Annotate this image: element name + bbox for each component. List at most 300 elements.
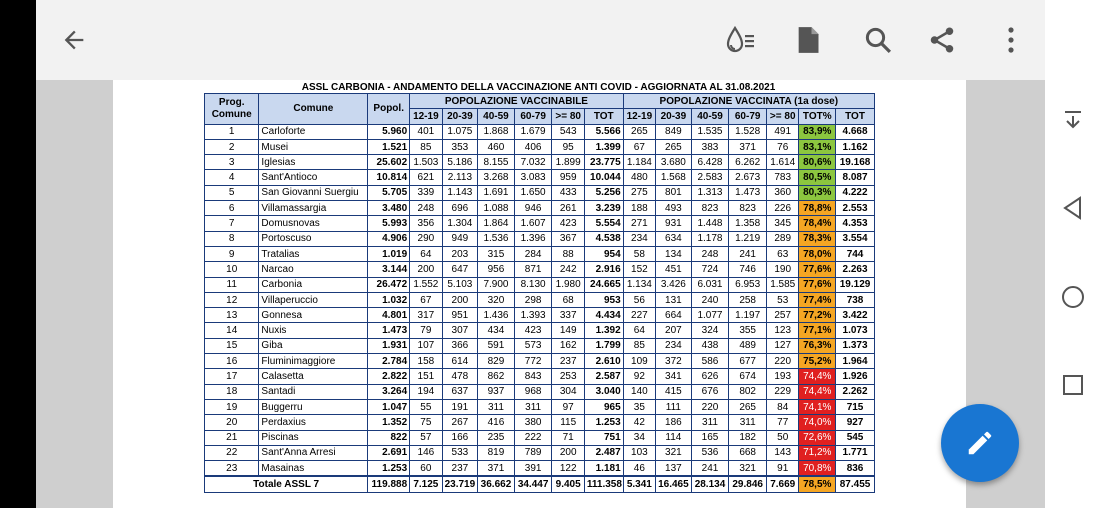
comune-cell: Carbonia — [259, 277, 368, 292]
comune-cell: Tratalias — [259, 246, 368, 261]
vaccinata-cell: 85 — [623, 338, 655, 353]
vaccinabile-cell: 122 — [552, 461, 584, 477]
vaccinabile-cell: 621 — [410, 170, 442, 185]
prog-cell: 9 — [205, 246, 259, 261]
popol-cell: 1.931 — [368, 338, 410, 353]
popol-cell: 822 — [368, 430, 410, 445]
vaccinata-cell: 134 — [656, 246, 692, 261]
vaccinabile-cell: 85 — [410, 139, 442, 154]
comune-cell: Domusnovas — [259, 216, 368, 231]
vaccinabile-tot-cell: 2.610 — [584, 354, 623, 369]
search-icon[interactable] — [860, 22, 896, 58]
vaccinabile-cell: 8.155 — [478, 155, 515, 170]
vaccinabile-cell: 162 — [552, 338, 584, 353]
vaccinata-cell: 3.680 — [656, 155, 692, 170]
header-prog: Prog. Comune — [205, 94, 259, 125]
vaccinabile-tot-cell: 3.040 — [584, 384, 623, 399]
popol-cell: 2.784 — [368, 354, 410, 369]
vaccinata-cell: 186 — [656, 415, 692, 430]
pct-cell: 71,2% — [799, 445, 836, 460]
vaccinata-tot-cell: 4.668 — [836, 124, 875, 139]
vaccinabile-tot-cell: 5.566 — [584, 124, 623, 139]
vaccinata-cell: 1.614 — [767, 155, 799, 170]
prog-cell: 2 — [205, 139, 259, 154]
comune-cell: Calasetta — [259, 369, 368, 384]
recents-square-icon[interactable] — [1057, 369, 1089, 401]
vaccinabile-tot-cell: 1.392 — [584, 323, 623, 338]
pct-cell: 78,4% — [799, 216, 836, 231]
prog-cell: 7 — [205, 216, 259, 231]
back-arrow-icon[interactable] — [56, 22, 92, 58]
vaccinata-cell: 372 — [656, 354, 692, 369]
vaccinabile-cell: 871 — [514, 262, 552, 277]
vaccinata-tot-cell: 3.554 — [836, 231, 875, 246]
vaccinata-cell: 664 — [656, 308, 692, 323]
vaccinabile-cell: 267 — [442, 415, 478, 430]
comune-cell: Perdaxius — [259, 415, 368, 430]
header-col: 20-39 — [656, 109, 692, 124]
vaccinata-cell: 265 — [729, 399, 767, 414]
table-row — [205, 277, 875, 292]
vaccinata-tot-cell: 3.422 — [836, 308, 875, 323]
prog-cell: 13 — [205, 308, 259, 323]
vaccinata-cell: 823 — [691, 201, 729, 216]
vaccinata-cell: 2.673 — [729, 170, 767, 185]
vaccinabile-cell: 158 — [410, 354, 442, 369]
prog-cell: 23 — [205, 461, 259, 477]
vaccinabile-tot-cell: 953 — [584, 292, 623, 307]
vaccinata-cell: 46 — [623, 461, 655, 477]
vaccinabile-cell: 591 — [478, 338, 515, 353]
vaccinabile-cell: 71 — [552, 430, 584, 445]
ink-drop-icon[interactable] — [720, 22, 760, 58]
vaccinabile-tot-cell: 965 — [584, 399, 623, 414]
comune-cell: Narcao — [259, 262, 368, 277]
vaccinabile-cell: 75 — [410, 415, 442, 430]
popol-cell: 1.032 — [368, 292, 410, 307]
vaccinabile-cell: 391 — [514, 461, 552, 477]
pct-cell: 74,1% — [799, 399, 836, 414]
vaccinabile-cell: 64 — [410, 246, 442, 261]
vaccinata-cell: 207 — [656, 323, 692, 338]
vaccinata-cell: 1.313 — [691, 185, 729, 200]
vaccinabile-cell: 67 — [410, 292, 442, 307]
popol-cell: 25.602 — [368, 155, 410, 170]
vaccinata-cell: 493 — [656, 201, 692, 216]
vaccinabile-cell: 460 — [478, 139, 515, 154]
vaccinabile-cell: 339 — [410, 185, 442, 200]
vaccination-table — [204, 93, 875, 493]
vaccinata-cell: 188 — [623, 201, 655, 216]
vaccinata-cell: 3.426 — [656, 277, 692, 292]
vaccinabile-tot-cell: 3.239 — [584, 201, 623, 216]
document-icon[interactable] — [793, 22, 823, 58]
vaccinabile-tot-cell: 1.399 — [584, 139, 623, 154]
vaccinata-cell: 801 — [656, 185, 692, 200]
vaccinabile-cell: 478 — [442, 369, 478, 384]
vaccinata-cell: 324 — [691, 323, 729, 338]
total-vaccinabile-cell: 9.405 — [552, 476, 584, 492]
vaccinabile-cell: 253 — [552, 369, 584, 384]
vaccinata-cell: 140 — [623, 384, 655, 399]
pct-cell: 78,0% — [799, 246, 836, 261]
comune-cell: Piscinas — [259, 430, 368, 445]
header-col: TOT% — [799, 109, 836, 124]
popol-cell: 5.960 — [368, 124, 410, 139]
vaccinata-cell: 1.219 — [729, 231, 767, 246]
vaccinabile-cell: 1.868 — [478, 124, 515, 139]
vaccinabile-cell: 1.607 — [514, 216, 552, 231]
back-triangle-icon[interactable] — [1057, 192, 1089, 224]
total-vaccinabile-cell: 111.358 — [584, 476, 623, 492]
comune-cell: Sant'Antioco — [259, 170, 368, 185]
vaccinata-cell: 50 — [767, 430, 799, 445]
vaccinabile-cell: 337 — [552, 308, 584, 323]
pct-cell: 76,3% — [799, 338, 836, 353]
vaccinabile-cell: 1.552 — [410, 277, 442, 292]
comune-cell: Giba — [259, 338, 368, 353]
vaccinata-cell: 341 — [656, 369, 692, 384]
vaccinabile-cell: 88 — [552, 246, 584, 261]
vaccinabile-tot-cell: 954 — [584, 246, 623, 261]
vaccinata-cell: 165 — [691, 430, 729, 445]
pct-cell: 80,6% — [799, 155, 836, 170]
vaccinata-cell: 1.358 — [729, 216, 767, 231]
prog-cell: 19 — [205, 399, 259, 414]
table-row — [205, 170, 875, 185]
vaccinata-cell: 1.197 — [729, 308, 767, 323]
vaccinata-cell: 626 — [691, 369, 729, 384]
vaccinabile-cell: 406 — [514, 139, 552, 154]
vaccinabile-cell: 959 — [552, 170, 584, 185]
vaccinabile-cell: 200 — [552, 445, 584, 460]
vaccinabile-cell: 968 — [514, 384, 552, 399]
vaccinata-cell: 67 — [623, 139, 655, 154]
header-col: 12-19 — [623, 109, 655, 124]
vaccinabile-cell: 284 — [514, 246, 552, 261]
vaccinata-cell: 849 — [656, 124, 692, 139]
popol-cell: 2.691 — [368, 445, 410, 460]
popol-cell: 4.801 — [368, 308, 410, 323]
total-vaccinata-cell: 16.465 — [656, 476, 692, 492]
vaccinabile-tot-cell: 5.256 — [584, 185, 623, 200]
home-circle-icon[interactable] — [1057, 281, 1089, 313]
popol-cell: 1.521 — [368, 139, 410, 154]
vaccinata-tot-cell: 1.964 — [836, 354, 875, 369]
vaccinabile-cell: 956 — [478, 262, 515, 277]
pct-cell: 77,6% — [799, 277, 836, 292]
vaccinabile-cell: 1.503 — [410, 155, 442, 170]
header-col: >= 80 — [552, 109, 584, 124]
vaccinata-tot-cell: 8.087 — [836, 170, 875, 185]
vaccinabile-cell: 533 — [442, 445, 478, 460]
total-row — [205, 476, 875, 492]
vaccinabile-cell: 1.304 — [442, 216, 478, 231]
vaccinabile-tot-cell: 24.665 — [584, 277, 623, 292]
comune-cell: Buggerru — [259, 399, 368, 414]
popol-cell: 5.993 — [368, 216, 410, 231]
share-icon[interactable] — [924, 22, 960, 58]
vaccinata-cell: 123 — [767, 323, 799, 338]
vaccinabile-tot-cell: 2.587 — [584, 369, 623, 384]
header-col: 60-79 — [729, 109, 767, 124]
vaccinabile-cell: 614 — [442, 354, 478, 369]
vaccinata-tot-cell: 836 — [836, 461, 875, 477]
vaccinata-cell: 746 — [729, 262, 767, 277]
vaccinata-cell: 34 — [623, 430, 655, 445]
vaccinata-tot-cell: 2.262 — [836, 384, 875, 399]
dismiss-down-icon[interactable] — [1057, 104, 1089, 136]
vaccinabile-cell: 637 — [442, 384, 478, 399]
total-vaccinata-cell: 28.134 — [691, 476, 729, 492]
vaccinata-tot-cell: 2.263 — [836, 262, 875, 277]
header-col: TOT — [836, 109, 875, 124]
vaccinata-cell: 586 — [691, 354, 729, 369]
vaccinata-cell: 103 — [623, 445, 655, 460]
vaccinabile-cell: 222 — [514, 430, 552, 445]
vaccinabile-cell: 2.113 — [442, 170, 478, 185]
header-comune: Comune — [259, 94, 368, 125]
table-row — [205, 415, 875, 430]
prog-cell: 16 — [205, 354, 259, 369]
popol-cell: 26.472 — [368, 277, 410, 292]
popol-cell: 3.144 — [368, 262, 410, 277]
vaccinata-cell: 6.953 — [729, 277, 767, 292]
pct-cell: 83,9% — [799, 124, 836, 139]
table-row — [205, 246, 875, 261]
vaccinabile-tot-cell: 2.487 — [584, 445, 623, 460]
vaccinabile-cell: 107 — [410, 338, 442, 353]
prog-cell: 8 — [205, 231, 259, 246]
vaccinabile-cell: 95 — [552, 139, 584, 154]
vaccinabile-cell: 298 — [514, 292, 552, 307]
total-vaccinata-cell: 7.669 — [767, 476, 799, 492]
vaccinabile-cell: 1.864 — [478, 216, 515, 231]
vaccinabile-cell: 8.130 — [514, 277, 552, 292]
vaccinata-cell: 438 — [691, 338, 729, 353]
vaccinabile-cell: 371 — [478, 461, 515, 477]
vaccinata-cell: 56 — [623, 292, 655, 307]
vaccinabile-cell: 7.032 — [514, 155, 552, 170]
header-col: 40-59 — [691, 109, 729, 124]
popol-cell: 1.352 — [368, 415, 410, 430]
vaccinata-cell: 677 — [729, 354, 767, 369]
vaccinabile-cell: 97 — [552, 399, 584, 414]
popol-cell: 3.264 — [368, 384, 410, 399]
vaccinata-cell: 371 — [729, 139, 767, 154]
vaccinabile-cell: 819 — [478, 445, 515, 460]
comune-cell: Nuxis — [259, 323, 368, 338]
prog-cell: 5 — [205, 185, 259, 200]
vaccinata-tot-cell: 4.353 — [836, 216, 875, 231]
vaccinabile-cell: 789 — [514, 445, 552, 460]
vaccinata-cell: 220 — [691, 399, 729, 414]
vaccinabile-cell: 543 — [552, 124, 584, 139]
header-col: TOT — [584, 109, 623, 124]
vaccinabile-cell: 434 — [478, 323, 515, 338]
vaccinata-cell: 193 — [767, 369, 799, 384]
vaccinata-tot-cell: 1.771 — [836, 445, 875, 460]
vaccinabile-cell: 5.186 — [442, 155, 478, 170]
vaccinata-cell: 35 — [623, 399, 655, 414]
table-row — [205, 262, 875, 277]
table-row — [205, 369, 875, 384]
vaccinabile-cell: 307 — [442, 323, 478, 338]
prog-cell: 17 — [205, 369, 259, 384]
vaccinabile-cell: 60 — [410, 461, 442, 477]
vaccinata-cell: 143 — [767, 445, 799, 460]
vaccinata-cell: 415 — [656, 384, 692, 399]
vaccinata-cell: 234 — [656, 338, 692, 353]
pct-cell: 74,4% — [799, 384, 836, 399]
popol-cell: 4.906 — [368, 231, 410, 246]
vaccinabile-tot-cell: 4.434 — [584, 308, 623, 323]
vaccinabile-cell: 423 — [514, 323, 552, 338]
pct-cell: 83,1% — [799, 139, 836, 154]
vaccinata-cell: 491 — [767, 124, 799, 139]
table-title: ASSL CARBONIA - ANDAMENTO DELLA VACCINAZIONE ANTI COVID - AGGIORNATA AL 31.08.2021 — [301, 82, 776, 93]
total-pct-cell: 78,5% — [799, 476, 836, 492]
total-popol-cell: 119.888 — [368, 476, 410, 492]
vaccinata-cell: 227 — [623, 308, 655, 323]
vaccinata-cell: 1.448 — [691, 216, 729, 231]
header-vaccinabile: POPOLAZIONE VACCINABILE — [410, 94, 624, 109]
vaccinata-cell: 6.428 — [691, 155, 729, 170]
vaccinabile-cell: 829 — [478, 354, 515, 369]
pct-cell: 80,5% — [799, 170, 836, 185]
vaccinata-cell: 1.077 — [691, 308, 729, 323]
vaccinata-cell: 137 — [656, 461, 692, 477]
table-row — [205, 338, 875, 353]
vaccinabile-cell: 235 — [478, 430, 515, 445]
more-vert-icon[interactable] — [996, 22, 1026, 58]
vaccinata-cell: 360 — [767, 185, 799, 200]
vaccinabile-cell: 573 — [514, 338, 552, 353]
vaccinabile-cell: 423 — [552, 216, 584, 231]
vaccinabile-cell: 1.393 — [514, 308, 552, 323]
prog-cell: 20 — [205, 415, 259, 430]
vaccinabile-cell: 1.679 — [514, 124, 552, 139]
prog-cell: 6 — [205, 201, 259, 216]
prog-cell: 22 — [205, 445, 259, 460]
total-vaccinata-cell: 29.846 — [729, 476, 767, 492]
vaccinabile-cell: 353 — [442, 139, 478, 154]
prog-cell: 21 — [205, 430, 259, 445]
vaccinabile-cell: 937 — [478, 384, 515, 399]
vaccinabile-cell: 1.536 — [478, 231, 515, 246]
vaccinabile-tot-cell: 4.538 — [584, 231, 623, 246]
vaccinata-tot-cell: 1.162 — [836, 139, 875, 154]
vaccinata-tot-cell: 744 — [836, 246, 875, 261]
pct-cell: 80,3% — [799, 185, 836, 200]
vaccinabile-cell: 1.650 — [514, 185, 552, 200]
vaccinata-tot-cell: 19.168 — [836, 155, 875, 170]
vaccinabile-cell: 416 — [478, 415, 515, 430]
vaccinabile-cell: 696 — [442, 201, 478, 216]
table-row — [205, 155, 875, 170]
vaccinata-cell: 1.528 — [729, 124, 767, 139]
vaccinabile-cell: 3.268 — [478, 170, 515, 185]
comune-cell: Musei — [259, 139, 368, 154]
vaccinata-cell: 676 — [691, 384, 729, 399]
vaccinata-cell: 76 — [767, 139, 799, 154]
vaccinata-tot-cell: 1.373 — [836, 338, 875, 353]
vaccinata-cell: 190 — [767, 262, 799, 277]
pct-cell: 77,4% — [799, 292, 836, 307]
vaccinata-cell: 248 — [691, 246, 729, 261]
vaccinata-cell: 451 — [656, 262, 692, 277]
header-col: 40-59 — [478, 109, 515, 124]
header-col: >= 80 — [767, 109, 799, 124]
comune-cell: San Giovanni Suergiu — [259, 185, 368, 200]
popol-cell: 5.705 — [368, 185, 410, 200]
vaccinabile-cell: 146 — [410, 445, 442, 460]
vaccinata-cell: 241 — [691, 461, 729, 477]
vaccinata-cell: 182 — [729, 430, 767, 445]
vaccinabile-cell: 200 — [442, 292, 478, 307]
total-vaccinata-cell: 5.341 — [623, 476, 655, 492]
vaccinata-cell: 311 — [691, 415, 729, 430]
vaccinata-cell: 220 — [767, 354, 799, 369]
vaccinabile-cell: 191 — [442, 399, 478, 414]
vaccinabile-cell: 1.980 — [552, 277, 584, 292]
vaccinabile-cell: 1.088 — [478, 201, 515, 216]
vaccinabile-tot-cell: 2.916 — [584, 262, 623, 277]
vaccinabile-tot-cell: 1.181 — [584, 461, 623, 477]
app-toolbar — [36, 0, 1045, 80]
total-tot-cell: 87.455 — [836, 476, 875, 492]
vaccinata-tot-cell: 1.073 — [836, 323, 875, 338]
header-col: 20-39 — [442, 109, 478, 124]
vaccinabile-cell: 946 — [514, 201, 552, 216]
comune-cell: Portoscuso — [259, 231, 368, 246]
vaccinata-tot-cell: 2.553 — [836, 201, 875, 216]
header-col: 12-19 — [410, 109, 442, 124]
total-vaccinabile-cell: 7.125 — [410, 476, 442, 492]
navigation-bar — [1045, 0, 1100, 508]
vaccinata-cell: 6.262 — [729, 155, 767, 170]
vaccinata-cell: 1.585 — [767, 277, 799, 292]
vaccinata-cell: 480 — [623, 170, 655, 185]
edit-fab-button[interactable] — [941, 404, 1019, 482]
vaccinata-cell: 1.178 — [691, 231, 729, 246]
vaccinata-cell: 226 — [767, 201, 799, 216]
table-row — [205, 308, 875, 323]
table-row — [205, 124, 875, 139]
vaccinabile-cell: 237 — [442, 461, 478, 477]
vaccinabile-cell: 290 — [410, 231, 442, 246]
vaccinabile-cell: 203 — [442, 246, 478, 261]
vaccinabile-cell: 200 — [410, 262, 442, 277]
vaccinabile-cell: 79 — [410, 323, 442, 338]
vaccinata-cell: 258 — [729, 292, 767, 307]
comune-cell: Iglesias — [259, 155, 368, 170]
pct-cell: 78,8% — [799, 201, 836, 216]
vaccinata-cell: 1.184 — [623, 155, 655, 170]
vaccinata-cell: 1.134 — [623, 277, 655, 292]
prog-cell: 15 — [205, 338, 259, 353]
table-row — [205, 461, 875, 477]
comune-cell: Fluminimaggiore — [259, 354, 368, 369]
vaccinata-cell: 42 — [623, 415, 655, 430]
prog-cell: 10 — [205, 262, 259, 277]
vaccinata-cell: 265 — [656, 139, 692, 154]
vaccinabile-cell: 862 — [478, 369, 515, 384]
vaccinabile-cell: 304 — [552, 384, 584, 399]
vaccinabile-cell: 367 — [552, 231, 584, 246]
prog-cell: 11 — [205, 277, 259, 292]
vaccinabile-cell: 68 — [552, 292, 584, 307]
